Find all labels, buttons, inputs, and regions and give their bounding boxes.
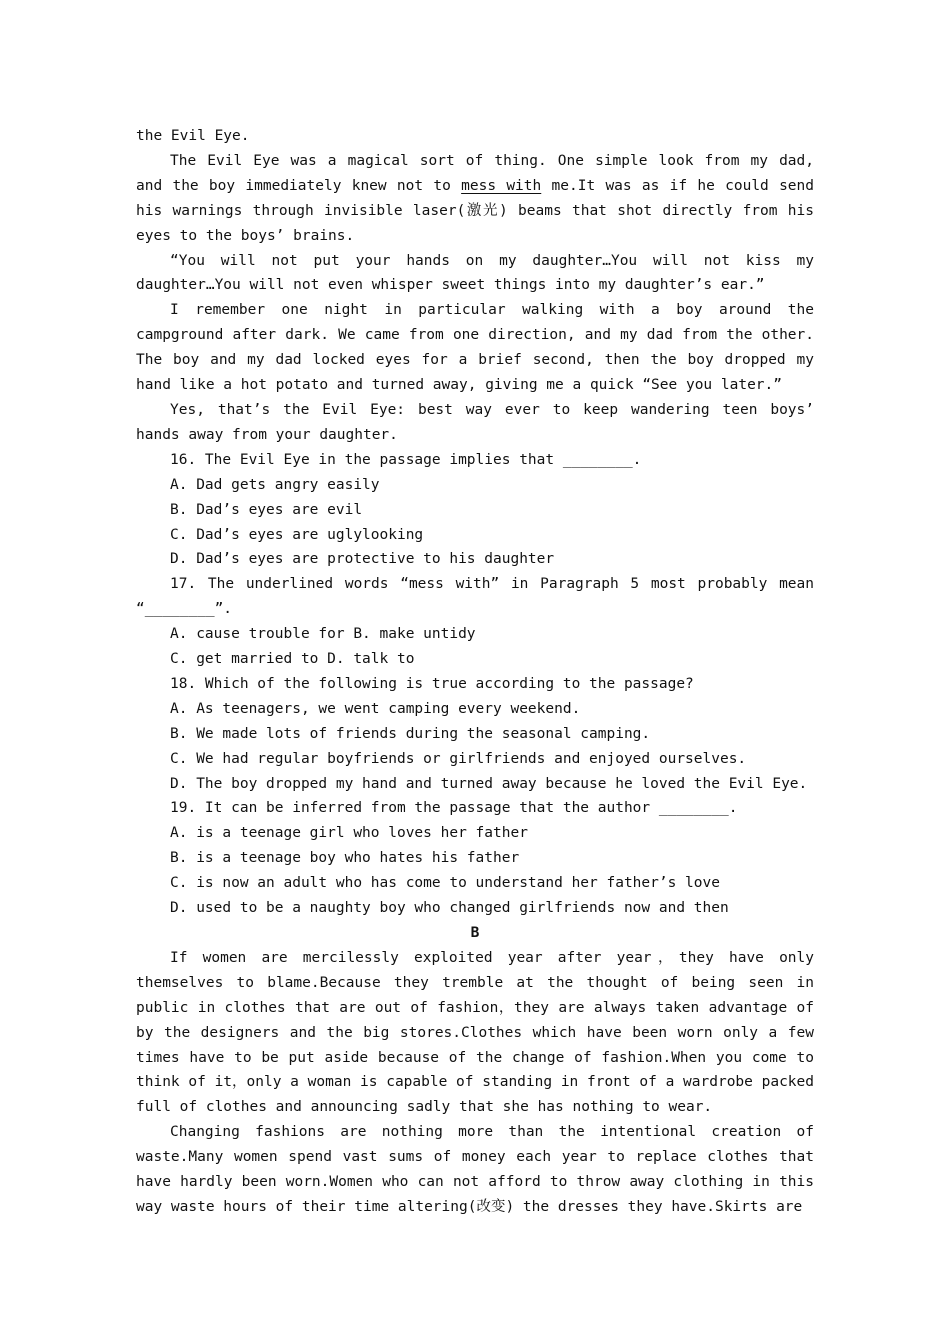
question-option: A. As teenagers, we went camping every weekend.	[170, 700, 581, 717]
question-stem: 19. It can be inferred from the passage that the author ________.	[170, 800, 738, 817]
question-option: B. We made lots of friends during the seasonal camping.	[170, 725, 651, 742]
paragraph-text: me.It was as if he could send his warnings through invisible laser(激光) beams that shot directly from his eyes to the boys’ brains.	[136, 177, 814, 244]
question-option: D. used to be a naughty boy who changed girlfriends now and then	[170, 900, 729, 917]
paragraph-text: The Evil Eye was a magical sort of thing. One simple look from my dad, and the boy immediately knew not to	[136, 152, 814, 194]
passage-a-paragraph-campground: I remember one night in particular walking with a boy around the campground after dark. We came from one direction, and my dad from the other. The boy and my dad locked eyes for a brief second, then the boy dropped my hand like a hot potato and turned away, giving me a quick “See you later.”	[136, 302, 814, 394]
question-option: C. get married to D. talk to	[170, 651, 415, 668]
question-stem: 17. The underlined words “mess with” in Paragraph 5 most probably mean “________”.	[136, 576, 814, 618]
question-option: D. The boy dropped my hand and turned away because he loved the Evil Eye.	[170, 775, 808, 792]
question-option: B. is a teenage boy who hates his father	[170, 850, 520, 867]
question-option: D. Dad’s eyes are protective to his daughter	[170, 551, 555, 568]
passage-b-paragraph: Changing fashions are nothing more than the intentional creation of waste.Many women spend vast sums of money each year to replace clothes that have hardly been worn.Women who can not afford to throw away clothing in this way waste hours of their time altering(改变) the dresses they have.Skirts are	[136, 1124, 814, 1215]
passage-a-paragraph-evil-eye	[136, 149, 814, 249]
question-option: C. Dad’s eyes are uglylooking	[170, 526, 424, 543]
section-heading: B	[470, 925, 480, 941]
question-option: A. cause trouble for B. make untidy	[170, 626, 476, 643]
question-option: B. Dad’s eyes are evil	[170, 501, 363, 518]
passage-a-paragraph-conclusion: Yes, that’s the Evil Eye: best way ever to keep wandering teen boys’ hands away from your daughter.	[136, 401, 814, 443]
question-option: C. We had regular boyfriends or girlfriends and enjoyed ourselves.	[170, 750, 747, 767]
question-stem: 18. Which of the following is true according to the passage?	[170, 675, 694, 692]
question-option: C. is now an adult who has come to understand her father’s love	[170, 875, 720, 892]
passage-a-paragraph-quote: “You will not put your hands on my daughter…You will not kiss my daughter…You will not even whisper sweet things into my daughter’s ear.”	[136, 252, 814, 294]
question-option: A. Dad gets angry easily	[170, 476, 380, 493]
passage-a-line: the Evil Eye.	[136, 128, 250, 144]
document-page	[136, 124, 814, 1220]
question-stem: 16. The Evil Eye in the passage implies that ________.	[170, 451, 642, 468]
question-option: A. is a teenage girl who loves her father	[170, 825, 528, 842]
underlined-phrase: mess with	[461, 177, 542, 194]
passage-b-paragraph: If women are mercilessly exploited year after year，they have only themselves to blame.Because they tremble at the thought of being seen in public in clothes that are out of fashion，they are always taken advantage of by the designers and the big stores.Clothes which have been worn only a few times have to be put aside because of the change of fashion.When you come to think of it，only a woman is capable of standing in front of a wardrobe packed full of clothes and announcing sadly that she has nothing to wear.	[136, 949, 814, 1116]
